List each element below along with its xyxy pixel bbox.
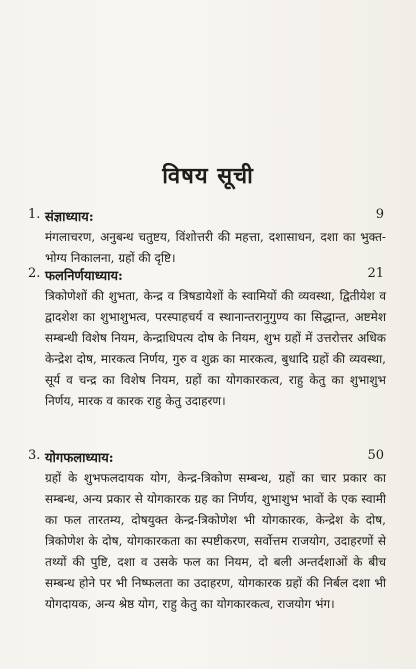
entry-number: 3. — [28, 448, 41, 463]
entry-name: योगफलाध्याय: — [45, 451, 114, 466]
entry-name: फलनिर्णयाध्याय: — [45, 269, 123, 284]
entry-description: ग्रहों के शुभफलदायक योग, केन्द्र-त्रिकोण सम्बन्ध, ग्रहों का चार प्रकार का सम्बन्ध, अन्य प्रकार से योगकारक ग्रह का निर्णय, शुभाशुभ भावों के एक स्वामी का फल तारतम्य, दोषयुक्त केन्द्र-त्रिकोणेश भी योगकारक, केन्द्रेश के दोष, त्रिकोणेश के दोष, योगकारकता का स्पष्टीकरण, सर्वोत्तम राजयोग, उदाहरणों से तथ्यों की पुष्टि, दशा व उसके फल का नियम, दो बली अन्तर्दशाओं के बीच सम्बन्ध होने पर भी निष्फलता का उदाहरण, योगकारक ग्रहों की निर्बल दशा भी योगदायक, अन्य श्रेष्ठ योग, राहु केतु का योगकारकत्व, राजयोग भंग। — [45, 471, 386, 611]
entry-description: मंगलाचरण, अनुबन्ध चतुष्टय, विंशोत्तरी की महत्ता, दशासाधन, दशा का भुक्त-भोग्य निकालना, ग्रहों की दृष्टि। — [45, 230, 386, 265]
entry-number: 2. — [28, 266, 41, 281]
page-title: विषय सूची — [162, 163, 254, 189]
toc-entry-header — [28, 207, 386, 227]
toc-entry-2 — [28, 266, 386, 412]
toc-entry-header — [28, 448, 386, 468]
toc-entry-3 — [28, 448, 386, 615]
entry-number: 1. — [28, 207, 41, 222]
toc-entry-header — [28, 266, 386, 286]
entry-name: संज्ञाध्याय: — [45, 210, 94, 225]
entry-page-number: 9 — [375, 207, 384, 222]
entry-page-number: 50 — [367, 448, 384, 463]
entry-page-number: 21 — [367, 266, 384, 281]
entry-description: त्रिकोणेशों की शुभता, केन्द्र व त्रिषडायेशों के स्वामियों की व्यवस्था, द्वितीयेश व द्वादशेश का शुभाशुभत्व, परस्पाहचर्य व स्थानान्तरानुगुण्य का सिद्धान्त, अष्टमेश सम्बन्धी विशेष नियम, केन्द्राधिपत्य दोष के नियम, शुभ ग्रहों में उत्तरोत्तर अधिक केन्द्रेश दोष, मारकत्व निर्णय, गुरु व शुक्र का मारकत्व, बुधादि ग्रहों की व्यवस्था, सूर्य व चन्द्र का विशेष नियम, ग्रहों का योगकारकत्व, राहु केतु का शुभाशुभ निर्णय, मारक व कारक राहु केतु उदाहरण। — [45, 289, 386, 408]
toc-entry-1 — [28, 207, 386, 269]
